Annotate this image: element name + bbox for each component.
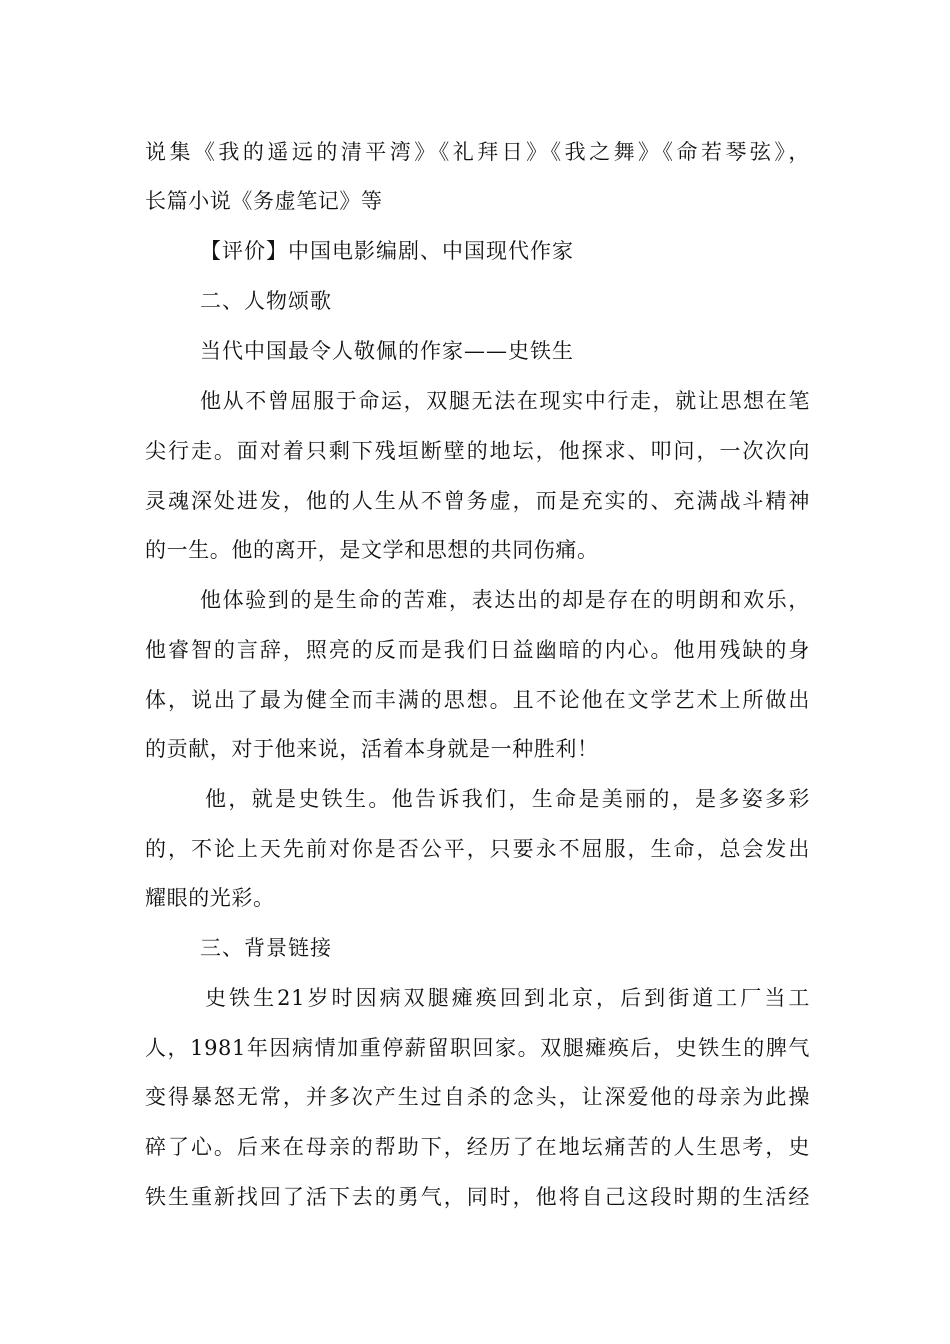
- text-line: 灵魂深处进发，他的人生从不曾务虚，而是充实的、充满战斗精神: [145, 489, 810, 513]
- text-line: 变得暴怒无常，并多次产生过自杀的念头，让深爱他的母亲为此操: [145, 1085, 810, 1109]
- text-line: 尖行走。面对着只剩下残垣断壁的地坛，他探求、叩问，一次次向: [145, 439, 810, 463]
- subheading: 当代中国最令人敬佩的作家——史铁生: [200, 339, 574, 363]
- section-heading: 三、背景链接: [200, 936, 332, 960]
- text-line: 碎了心。后来在母亲的帮助下，经历了在地坛痛苦的人生思考，史: [145, 1135, 810, 1159]
- text-line: 他睿智的言辞，照亮的反而是我们日益幽暗的内心。他用残缺的身: [145, 638, 810, 662]
- text-line: 史铁生21岁时因病双腿瘫痪回到北京，后到街道工厂当工: [205, 986, 810, 1010]
- text-line: 的一生。他的离开，是文学和思想的共同伤痛。: [145, 538, 599, 562]
- section-heading: 二、人物颂歌: [200, 289, 332, 313]
- text-line: 的，不论上天先前对你是否公平，只要永不屈服，生命，总会发出: [145, 837, 810, 861]
- evaluation-line: 【评价】中国电影编剧、中国现代作家: [200, 239, 574, 263]
- text-line: 说集《我的遥远的清平湾》《礼拜日》《我之舞》《命若琴弦》，: [145, 140, 810, 164]
- text-line: 他体验到的是生命的苦难，表达出的却是存在的明朗和欢乐，: [200, 588, 810, 612]
- text-line: 长篇小说《务虚笔记》等: [145, 189, 383, 213]
- text-line: 他从不曾屈服于命运，双腿无法在现实中行走，就让思想在笔: [200, 389, 810, 413]
- text-line: 他，就是史铁生。他告诉我们，生命是美丽的，是多姿多彩: [205, 787, 810, 811]
- text-line: 人，1981年因病情加重停薪留职回家。双腿瘫痪后，史铁生的脾气: [145, 1036, 810, 1060]
- text-line: 耀眼的光彩。: [145, 886, 275, 910]
- text-line: 的贡献，对于他来说，活着本身就是一种胜利！: [145, 737, 599, 761]
- text-line: 体，说出了最为健全而丰满的思想。且不论他在文学艺术上所做出: [145, 688, 810, 712]
- text-line: 铁生重新找回了活下去的勇气，同时，他将自己这段时期的生活经: [145, 1185, 810, 1209]
